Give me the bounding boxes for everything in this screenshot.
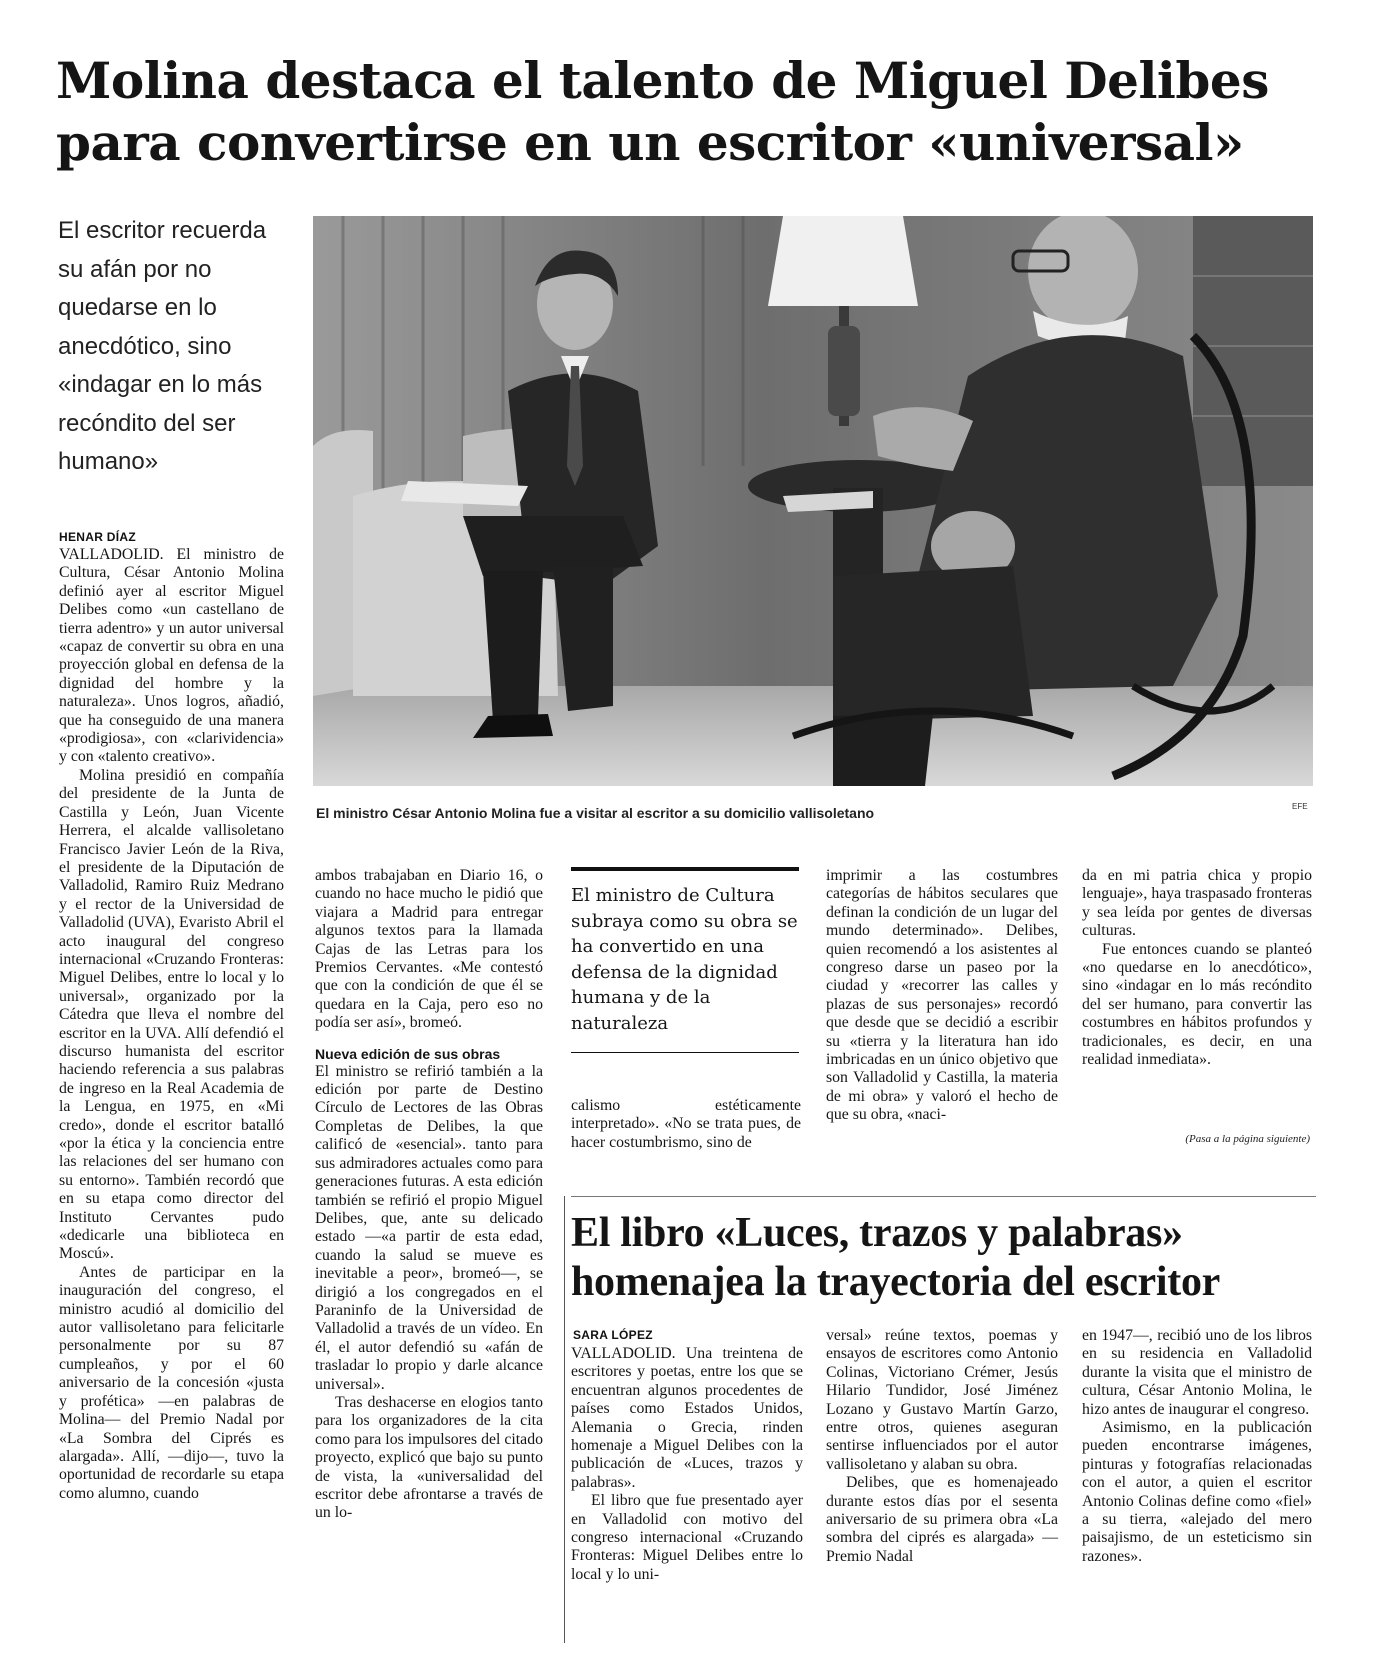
paragraph: da en mi patria chica y propio lenguaje», haya traspasado fronteras y sea leída por gentes de diversas culturas. [1082,867,1312,940]
paragraph: El ministro se refirió también a la edición por parte de Destino Círculo de Lectores de las Obras Completas de Delibes, la que calificó de «esencial». tanto para sus admiradores actuales como para generaciones futuras. A esta edición también se refirió el propio Miguel Delibes, que, ante su delicado estado —«a partir de esta edad, cuando la salud se mueve es inevitable a peor», bromeó—, se dirigió a los congregados en el Paraninfo de la Universidad de Valladolid a través de un vídeo. En él, el autor defendió su «afán de trasladar lo propio y darle alcance universal». [315,1062,543,1393]
paragraph: en 1947—, recibió uno de los libros en su residencia en Valladolid durante la visita que el ministro de cultura, César Antonio Molina, le hizo antes de inaugurar el congreso. [1082,1327,1312,1418]
byline: HENAR DÍAZ [59,530,136,544]
byline-secondary: SARA LÓPEZ [573,1328,653,1342]
paragraph: Asimismo, en la publicación pueden encontrarse imágenes, pinturas y fotografías relacionadas con el autor, a quien el escritor Antonio Colinas define como «fiel» a su tierra, «alejado del mero paisajismo, de un esteticismo sin razones». [1082,1419,1312,1565]
paragraph: VALLADOLID. Una treintena de escritores y poetas, entre los que se encuentran algunos procedentes de países como Estados Unidos, Alemania o Grecia, rinden homenaje a Miguel Delibes con la publicación de «Luces, trazos y palabras». [571,1345,803,1491]
continued-note: (Pasa a la página siguiente) [1185,1133,1310,1145]
paragraph: El libro que fue presentado ayer en Valladolid con motivo del congreso internacional «Cruzando Fronteras: Miguel Delibes entre lo local y lo uni- [571,1492,803,1583]
photo-illustration [313,216,1313,786]
photo-caption: El ministro César Antonio Molina fue a visitar al escritor a su domicilio vallisoletano [316,805,875,821]
photo-credit: EFE [1292,802,1308,811]
paragraph: Tras deshacerse en elogios tanto para los organizadores de la cita como para los impulsores del citado proyecto, explicó que bajo su punto de vista, la «universalidad del escritor debe afrontarse a través de un lo- [315,1393,543,1522]
pullquote: El ministro de Cultura subraya como su obra se ha convertido en una defensa de la dignidad humana y de la naturaleza [571,885,798,1034]
article-column-4 [826,867,1058,1125]
paragraph: imprimir a las costumbres categorías de hábitos seculares que definan la condición de un lugar del mundo determinado». Delibes, quien recomendó a los asistentes al congreso darse un paseo por la ciudad y «recorrer las calles y plazas de sus personajes» recordó que desde que se decidió a escribir su «tierra y la literatura han ido imbricadas en un único objetivo que son Valladolid y Castilla, la materia de mi obra» y valoró el hecho de que su obra, «naci- [826,867,1058,1124]
paragraph: ambos trabajaban en Diario 16, o cuando no hace mucho le pidió que viajara a Madrid para entregar algunos textos para la llamada Cajas de las Letras para los Premios Cervantes. «Me contestó que con la condición de que él se quedara en la Caja, pero eso no podía ser así», bromeó. [315,867,543,1032]
article-column-5 [1082,867,1312,1069]
column-rule [564,1196,565,1643]
section-subheading: Nueva edición de sus obras [315,1045,501,1062]
secondary-column-1 [571,1345,803,1584]
section-divider [571,1196,1316,1197]
secondary-column-2 [826,1327,1058,1566]
secondary-headline: El libro «Luces, trazos y palabras» homenajea la trayectoria del escritor [571,1210,1220,1305]
article-column-3 [571,1097,801,1152]
paragraph: calismo estéticamente interpretado». «No se trata pues, de hacer costumbrismo, sino de [571,1097,801,1151]
paragraph: Fue entonces cuando se planteó «no quedarse en lo anecdótico», sino «indagar en lo más recóndito del ser humano, para convertir las costumbres en hábitos profundos y tradicionales, es decir, en una realidad inmediata». [1082,940,1312,1069]
pullquote-box [571,867,799,1053]
headline: Molina destaca el talento de Miguel Delibes para convertirse en un escritor «universal» [56,51,1269,172]
article-column-1 [59,546,284,1503]
secondary-column-3 [1082,1327,1312,1566]
paragraph: versal» reúne textos, poemas y ensayos de escritores como Antonio Colinas, Victoriano Crémer, Jesús Hilario Tundidor, José Jiménez Lozano y Gustavo Martín Garzo, entre otros, quienes aseguran sentirse influenciados por el autor vallisoletano y alaban su obra. [826,1327,1058,1473]
news-photo [313,216,1313,786]
paragraph: Delibes, que es homenajeado durante estos días por el sesenta aniversario de su primera obra «La sombra del ciprés es alargada» —Premio Nadal [826,1474,1058,1565]
paragraph: Molina presidió en compañía del presidente de la Junta de Castilla y León, Juan Vicente Herrera, el alcalde vallisoletano Francisco Javier León de la Riva, el presidente de la Diputación de Valladolid, Ramiro Ruiz Medrano y el rector de la Universidad de Valladolid (UVA), Evaristo Abril el acto inaugural del congreso internacional «Cruzando Fronteras: Miguel Delibes, entre lo local y lo universal», organizado por la Cátedra que lleva el nombre del escritor en la UVA. Allí defendió el discurso humanista del escritor haciendo referencia a sus palabras de ingreso en la Real Academia de la Lengua, en 1975, en «Mi credo», donde el escritor batalló «por la ética y la conciencia entre las relaciones del ser humano con su entorno». También recordó que en su etapa como director del Instituto Cervantes pudo «dedicarle una biblioteca en Moscú». [59,766,284,1263]
paragraph: VALLADOLID. El ministro de Cultura, César Antonio Molina definió ayer al escritor Miguel Delibes como «un castellano de tierra adentro» y un autor universal «capaz de convertir su obra en una proyección global en defensa de la dignidad del hombre y la naturaleza». Unos logros, añadió, que ha conseguido de una manera «prodigiosa», con «clarividencia» y con «talento creativo». [59,546,284,766]
subhead: El escritor recuerda su afán por no quedarse en lo anecdótico, sino «indagar en lo más recóndito del ser humano» [58,217,267,475]
paragraph: Antes de participar en la inauguración del congreso, el ministro acudió al domicilio del autor vallisoletano para felicitarle personalmente por su 87 cumpleaños, y por el 60 aniversario de la concesión «justa y profética» —en palabras de Molina— del Premio Nadal por «La Sombra del Ciprés es alargada». Allí, —dijo—, tuvo la oportunidad de recordarle su etapa como alumno, cuando [59,1263,284,1502]
article-column-2 [315,867,543,1523]
